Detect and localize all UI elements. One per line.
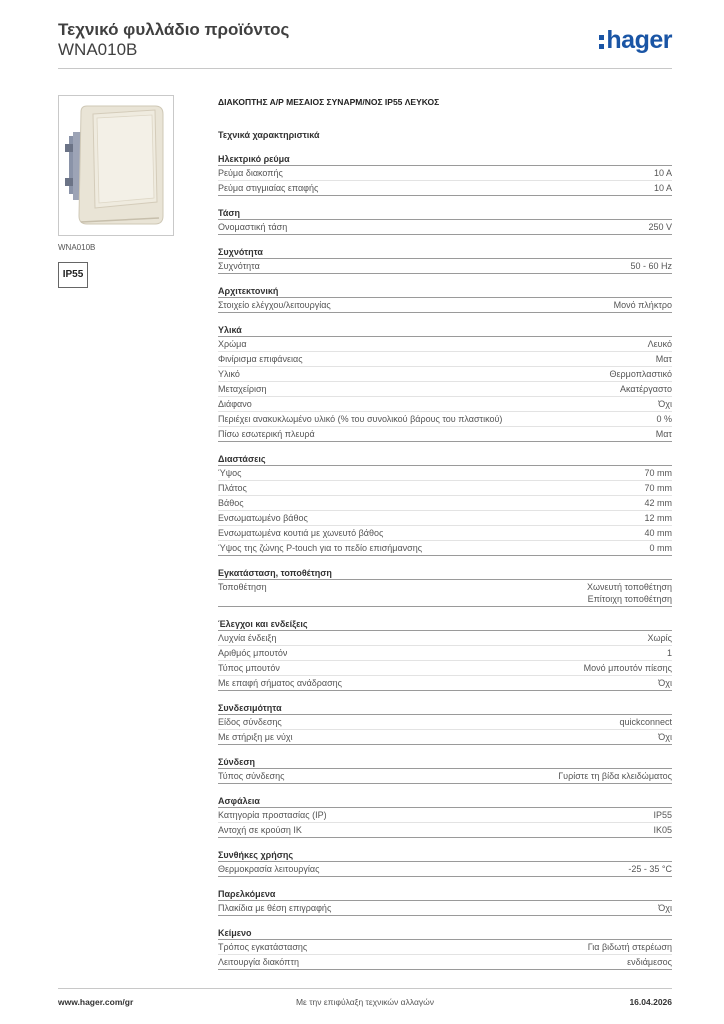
spec-section	[218, 755, 672, 784]
spec-section	[218, 926, 672, 970]
spec-label: Τρόπος εγκατάστασης	[218, 942, 308, 952]
page-footer	[58, 997, 672, 1009]
spec-row	[218, 382, 672, 397]
spec-row	[218, 220, 672, 235]
spec-value: 0 %	[656, 414, 672, 424]
spec-label: Ύψος της ζώνης P-touch για το πεδίο επισήμανσης	[218, 543, 423, 553]
spec-value: IK05	[653, 825, 672, 835]
spec-value: Θερμοπλαστικό	[609, 369, 672, 379]
spec-label: Τύπος μπουτόν	[218, 663, 280, 673]
spec-value: 12 mm	[644, 513, 672, 523]
spec-label: Τοποθέτηση	[218, 582, 267, 592]
footer-date: 16.04.2026	[629, 997, 672, 1007]
spec-label: Κατηγορία προστασίας (IP)	[218, 810, 327, 820]
spec-label: Λυχνία ένδειξη	[218, 633, 277, 643]
spec-row	[218, 631, 672, 646]
spec-label: Θερμοκρασία λειτουργίας	[218, 864, 320, 874]
spec-section	[218, 848, 672, 877]
spec-label: Αντοχή σε κρούση IK	[218, 825, 302, 835]
section-title: Συνδεσιμότητα	[218, 701, 672, 715]
spec-section	[218, 152, 672, 196]
section-title: Τάση	[218, 206, 672, 220]
spec-row	[218, 901, 672, 916]
spec-label: Συχνότητα	[218, 261, 260, 271]
spec-value: IP55	[653, 810, 672, 820]
spec-value: 40 mm	[644, 528, 672, 538]
section-title: Έλεγχοι και ενδείξεις	[218, 617, 672, 631]
spec-row	[218, 526, 672, 541]
spec-label: Είδος σύνδεσης	[218, 717, 282, 727]
specs-heading: Τεχνικά χαρακτηριστικά	[218, 130, 320, 140]
section-title: Κείμενο	[218, 926, 672, 940]
spec-row	[218, 397, 672, 412]
spec-value: Όχι	[658, 903, 672, 913]
spec-section	[218, 284, 672, 313]
spec-row	[218, 955, 672, 970]
spec-row	[218, 481, 672, 496]
spec-value: 1	[666, 648, 672, 658]
spec-row	[218, 298, 672, 313]
spec-label: Περιέχει ανακυκλωμένο υλικό (% του συνολικού βάρους του πλαστικού)	[218, 414, 503, 424]
footer-divider	[58, 988, 672, 989]
spec-section	[218, 245, 672, 274]
section-title: Ασφάλεια	[218, 794, 672, 808]
section-title: Συχνότητα	[218, 245, 672, 259]
spec-label: Φινίρισμα επιφάνειας	[218, 354, 303, 364]
spec-row	[218, 646, 672, 661]
product-code: WNA010B	[58, 40, 138, 59]
logo-text: hager	[606, 26, 672, 54]
spec-value: Μονό πλήκτρο	[613, 300, 672, 310]
spec-value: Για βιδωτή στερέωση	[587, 942, 672, 952]
spec-label: Τύπος σύνδεσης	[218, 771, 285, 781]
logo-colon-icon	[599, 31, 604, 49]
spec-row	[218, 166, 672, 181]
spec-section	[218, 452, 672, 556]
spec-label: Πλάτος	[218, 483, 247, 493]
spec-value: 50 - 60 Hz	[630, 261, 672, 271]
switch-image	[59, 96, 175, 237]
spec-section	[218, 323, 672, 442]
spec-row	[218, 352, 672, 367]
spec-value: Όχι	[658, 678, 672, 688]
page-header	[58, 20, 672, 68]
spec-section	[218, 701, 672, 745]
spec-label: Πίσω εσωτερική πλευρά	[218, 429, 315, 439]
spec-row	[218, 808, 672, 823]
spec-section	[218, 617, 672, 691]
spec-row	[218, 259, 672, 274]
hager-logo	[599, 26, 672, 55]
spec-value: Όχι	[658, 732, 672, 742]
spec-row	[218, 337, 672, 352]
spec-value: 70 mm	[644, 468, 672, 478]
spec-label: Βάθος	[218, 498, 244, 508]
spec-value: 250 V	[648, 222, 672, 232]
section-title: Σύνδεση	[218, 755, 672, 769]
spec-row	[218, 367, 672, 382]
spec-value: Όχι	[658, 399, 672, 409]
section-title: Διαστάσεις	[218, 452, 672, 466]
spec-row	[218, 676, 672, 691]
spec-label: Διάφανο	[218, 399, 252, 409]
spec-label: Υλικό	[218, 369, 240, 379]
spec-row	[218, 427, 672, 442]
spec-label: Ύψος	[218, 468, 242, 478]
spec-value: 42 mm	[644, 498, 672, 508]
spec-label: Μεταχείριση	[218, 384, 267, 394]
spec-section	[218, 794, 672, 838]
spec-row	[218, 715, 672, 730]
spec-label: Στοιχείο ελέγχου/λειτουργίας	[218, 300, 331, 310]
spec-section	[218, 566, 672, 607]
section-title: Εγκατάσταση, τοποθέτηση	[218, 566, 672, 580]
spec-value: 70 mm	[644, 483, 672, 493]
section-title: Ηλεκτρικό ρεύμα	[218, 152, 672, 166]
section-title: Αρχιτεκτονική	[218, 284, 672, 298]
spec-value: 0 mm	[649, 543, 672, 553]
spec-value: Χωνευτή τοποθέτηση Επίτοιχη τοποθέτηση	[586, 582, 672, 604]
section-title: Συνθήκες χρήσης	[218, 848, 672, 862]
section-title: Υλικά	[218, 323, 672, 337]
spec-row	[218, 661, 672, 676]
spec-value: ενδιάμεσος	[627, 957, 672, 967]
spec-row	[218, 862, 672, 877]
spec-value: Γυρίστε τη βίδα κλειδώματος	[558, 771, 672, 781]
spec-row	[218, 580, 672, 607]
spec-sections	[218, 152, 672, 970]
spec-row	[218, 940, 672, 955]
spec-value: quickconnect	[619, 717, 672, 727]
spec-section	[218, 887, 672, 916]
spec-row	[218, 823, 672, 838]
spec-label: Ρεύμα διακοπής	[218, 168, 283, 178]
header-divider	[58, 68, 672, 69]
spec-value: 10 A	[653, 183, 672, 193]
spec-label: Πλακίδια με θέση επιγραφής	[218, 903, 332, 913]
document-title: Τεχνικό φυλλάδιο προϊόντος	[58, 20, 290, 39]
spec-value: 10 A	[653, 168, 672, 178]
spec-row	[218, 181, 672, 196]
footer-url[interactable]: www.hager.com/gr	[58, 997, 134, 1007]
spec-row	[218, 541, 672, 556]
spec-value: Λευκό	[647, 339, 672, 349]
spec-value: Ματ	[655, 429, 672, 439]
spec-row	[218, 511, 672, 526]
image-caption: WNA010B	[58, 243, 96, 252]
spec-label: Ρεύμα στιγμιαίας επαφής	[218, 183, 319, 193]
spec-content	[218, 95, 672, 970]
spec-label: Ονομαστική τάση	[218, 222, 288, 232]
spec-value: Μονό μπουτόν πίεσης	[583, 663, 672, 673]
product-name: ΔΙΑΚΟΠΤΗΣ Α/Ρ ΜΕΣΑΙΟΣ ΣΥΝΑΡΜ/ΝΟΣ IP55 ΛΕΥΚΟΣ	[218, 97, 440, 107]
spec-label: Χρώμα	[218, 339, 247, 349]
spec-value: Ματ	[655, 354, 672, 364]
section-title: Παρελκόμενα	[218, 887, 672, 901]
spec-label: Λειτουργία διακόπτη	[218, 957, 299, 967]
spec-value: Ακατέργαστο	[620, 384, 672, 394]
spec-label: Ενσωματωμένο βάθος	[218, 513, 308, 523]
spec-section	[218, 206, 672, 235]
product-image	[58, 95, 174, 236]
spec-label: Με στήριξη με νύχι	[218, 732, 293, 742]
ip-rating-badge: IP55	[58, 262, 88, 288]
spec-label: Αριθμός μπουτόν	[218, 648, 288, 658]
spec-row	[218, 496, 672, 511]
spec-label: Ενσωματωμένα κουτιά με χωνευτό βάθος	[218, 528, 384, 538]
spec-label: Με επαφή σήματος ανάδρασης	[218, 678, 343, 688]
footer-disclaimer: Με την επιφύλαξη τεχνικών αλλαγών	[295, 997, 435, 1007]
spec-value: -25 - 35 °C	[628, 864, 672, 874]
spec-row	[218, 466, 672, 481]
spec-row	[218, 769, 672, 784]
spec-row	[218, 730, 672, 745]
spec-row	[218, 412, 672, 427]
spec-value: Χωρίς	[647, 633, 672, 643]
